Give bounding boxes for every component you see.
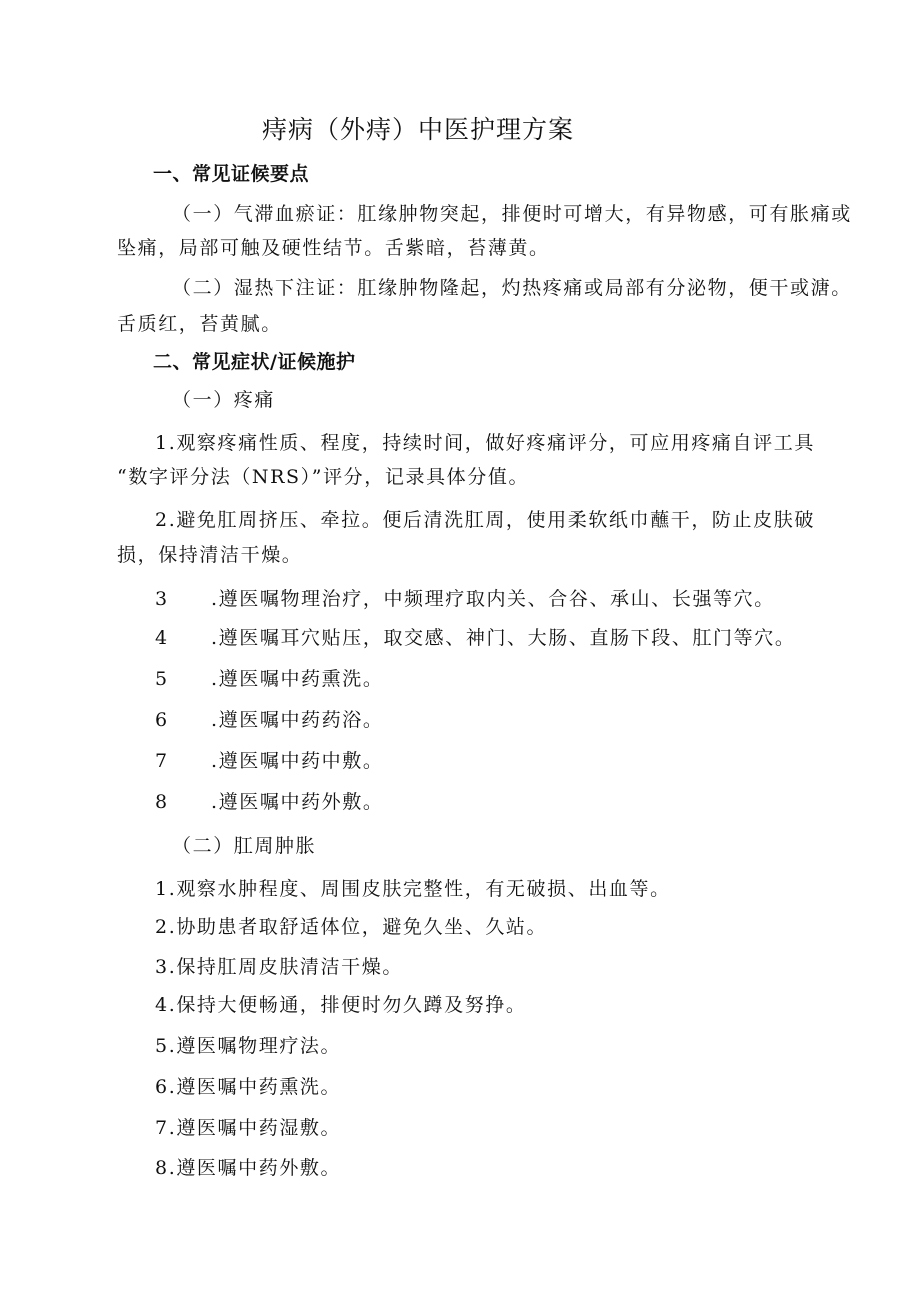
item-number: 8 (155, 791, 169, 813)
pain-item-5 (155, 667, 383, 691)
paragraph-damp-heat-line-1: （二）湿热下注证：肛缘肿物隆起，灼热疼痛或局部有分泌物，便干或溏。 (172, 277, 852, 299)
swelling-item-6: 6.遵医嘱中药熏洗。 (155, 1076, 342, 1098)
item-number: 7 (155, 750, 169, 772)
swelling-item-8: 8.遵医嘱中药外敷。 (155, 1157, 342, 1179)
pain-item-3 (155, 587, 775, 611)
paragraph-damp-heat-line-2: 舌质红，苔黄腻。 (117, 313, 282, 335)
item-number: 3 (155, 588, 169, 610)
pain-item-1-line-2: “数字评分法（NRS）”评分，记录具体分值。 (117, 466, 530, 488)
item-text: .遵医嘱中药药浴。 (211, 709, 384, 731)
item-number: 6 (155, 709, 169, 731)
pain-item-8 (155, 790, 383, 814)
document-title: 痔病（外痔）中医护理方案 (262, 115, 575, 144)
item-number: 4 (155, 627, 169, 649)
pain-item-2-line-2: 损，保持清洁干燥。 (117, 544, 303, 566)
swelling-item-7: 7.遵医嘱中药湿敷。 (155, 1117, 342, 1139)
item-text: .遵医嘱耳穴贴压，取交感、神门、大肠、直肠下段、肛门等穴。 (211, 627, 796, 649)
item-text: .遵医嘱物理治疗，中频理疗取内关、合谷、承山、长强等穴。 (211, 588, 775, 610)
paragraph-qi-stagnation-line-1: （一）气滞血瘀证：肛缘肿物突起，排便时可增大，有异物感，可有胀痛或 (172, 203, 852, 225)
item-number: 5 (155, 668, 169, 690)
item-text: .遵医嘱中药外敷。 (211, 791, 384, 813)
item-text: .遵医嘱中药中敷。 (211, 750, 384, 772)
swelling-item-3: 3.保持肛周皮肤清洁干燥。 (155, 956, 403, 978)
pain-item-1-line-1: 1.观察疼痛性质、程度，持续时间，做好疼痛评分，可应用疼痛自评工具 (155, 432, 815, 454)
pain-item-7 (155, 749, 383, 773)
pain-item-2-line-1: 2.避免肛周挤压、牵拉。便后清洗肛周，使用柔软纸巾蘸干，防止皮肤破 (155, 509, 815, 531)
swelling-item-1: 1.观察水肿程度、周围皮肤完整性，有无破损、出血等。 (155, 878, 671, 900)
section-heading-syndromes: 一、常见证候要点 (153, 163, 310, 185)
subsection-heading-perianal-swelling: （二）肛周肿胀 (172, 835, 317, 857)
subsection-heading-pain: （一）疼痛 (172, 389, 276, 411)
paragraph-qi-stagnation-line-2: 坠痛，局部可触及硬性结节。舌紫暗，苔薄黄。 (117, 237, 550, 259)
swelling-item-2: 2.协助患者取舒适体位，避免久坐、久站。 (155, 916, 548, 938)
swelling-item-5: 5.遵医嘱物理疗法。 (155, 1035, 342, 1057)
pain-item-6 (155, 708, 383, 732)
item-text: .遵医嘱中药熏洗。 (211, 668, 384, 690)
swelling-item-4: 4.保持大便畅通，排便时勿久蹲及努挣。 (155, 994, 527, 1016)
section-heading-symptom-care: 二、常见症状/证候施护 (153, 351, 356, 373)
pain-item-4 (155, 626, 795, 650)
